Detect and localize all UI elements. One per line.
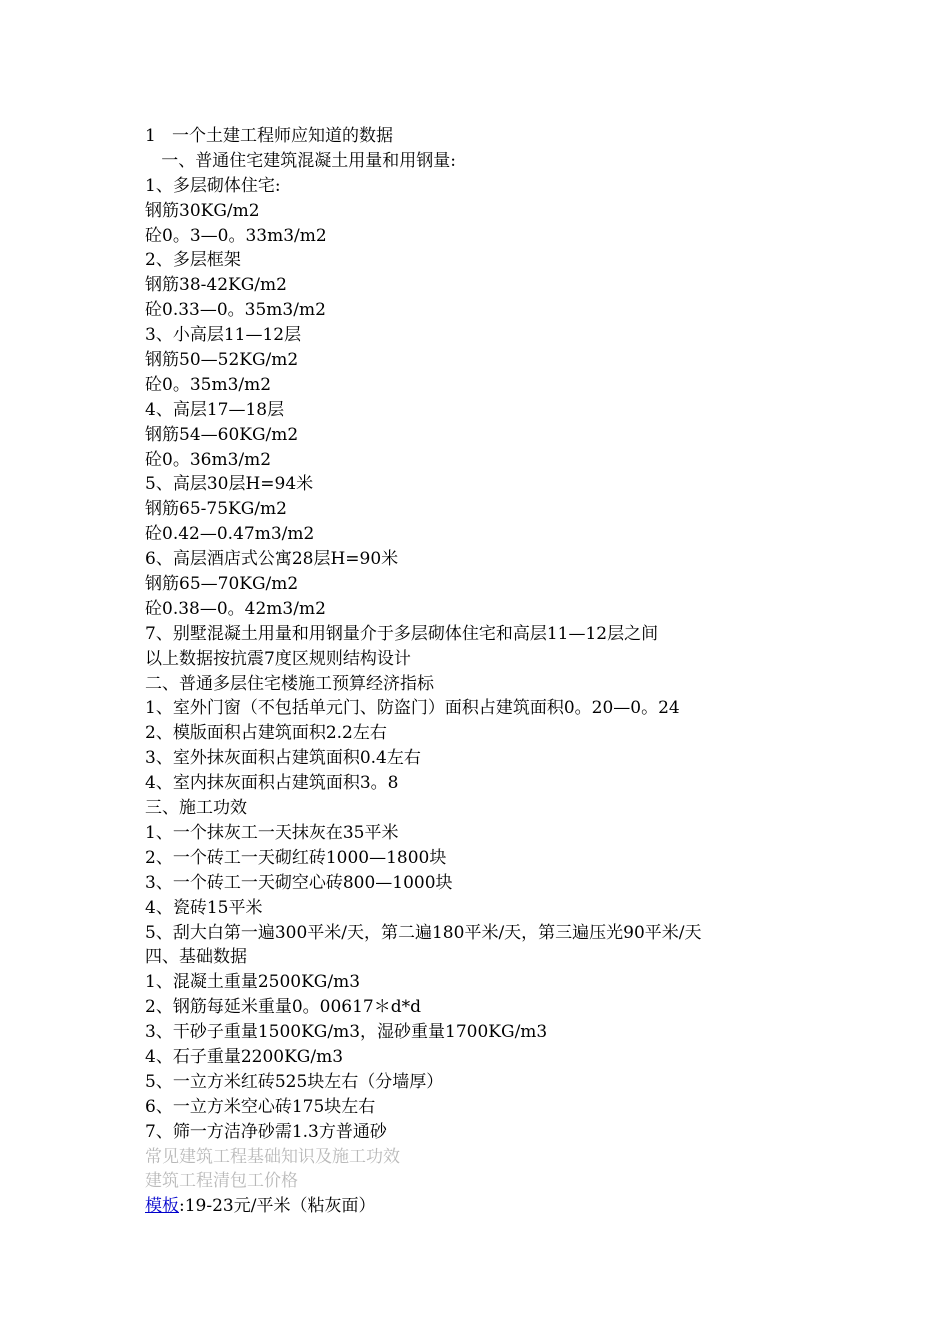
section-heading-3: 三、施工功效 [145, 798, 247, 819]
doc-line: 1、多层砌体住宅: [145, 175, 281, 196]
doc-line: 7、筛一方洁净砂需1.3方普通砂 [145, 1121, 387, 1142]
price-line [145, 1194, 905, 1219]
doc-line: 3、一个砖工一天砌空心砖800—1000块 [145, 872, 453, 893]
doc-line: 钢筋65—70KG/m2 [145, 574, 299, 595]
doc-line: 钢筋30KG/m2 [145, 200, 260, 221]
doc-line: 3、室外抹灰面积占建筑面积0.4左右 [145, 748, 421, 769]
doc-line: 砼0.42—0.47m3/m2 [145, 524, 315, 545]
doc-line: 砼0。3—0。33m3/m2 [145, 225, 327, 246]
document-body [145, 124, 905, 1219]
doc-line: 5、一立方米红砖525块左右（分墙厚） [145, 1071, 444, 1092]
doc-line: 钢筋54—60KG/m2 [145, 424, 299, 445]
doc-line: 4、瓷砖15平米 [145, 897, 263, 918]
doc-line: 砼0.38—0。42m3/m2 [145, 598, 326, 619]
doc-line: 砼0.33—0。35m3/m2 [145, 300, 326, 321]
section-heading-1: 一、普通住宅建筑混凝土用量和用钢量: [145, 150, 456, 171]
doc-line: 以上数据按抗震7度区规则结构设计 [145, 648, 411, 669]
doc-line: 2、钢筋每延米重量0。00617＊d*d [145, 997, 421, 1018]
doc-line: 6、一立方米空心砖175块左右 [145, 1096, 376, 1117]
doc-line: 4、石子重量2200KG/m3 [145, 1046, 344, 1067]
muted-heading: 建筑工程清包工价格 [145, 1171, 298, 1192]
doc-line: 6、高层酒店式公寓28层H=90米 [145, 549, 399, 570]
section-heading-2: 二、普通多层住宅楼施工预算经济指标 [145, 673, 434, 694]
doc-line: 钢筋38-42KG/m2 [145, 275, 287, 296]
doc-line: 2、模版面积占建筑面积2.2左右 [145, 723, 387, 744]
muted-heading: 常见建筑工程基础知识及施工功效 [145, 1146, 400, 1167]
doc-line: 钢筋65-75KG/m2 [145, 499, 287, 520]
doc-line: 砼0。35m3/m2 [145, 374, 272, 395]
section-heading-4: 四、基础数据 [145, 947, 247, 968]
doc-line: 1、室外门窗（不包括单元门、防盗门）面积占建筑面积0。20—0。24 [145, 698, 680, 719]
doc-line: 2、一个砖工一天砌红砖1000—1800块 [145, 847, 447, 868]
doc-line: 5、刮大白第一遍300平米/天，第二遍180平米/天，第三遍压光90平米/天 [145, 922, 702, 943]
doc-line: 4、室内抹灰面积占建筑面积3。8 [145, 773, 399, 794]
doc-line: 钢筋50—52KG/m2 [145, 350, 299, 371]
template-link[interactable]: 模板 [145, 1196, 179, 1217]
doc-line: 3、小高层11—12层 [145, 325, 302, 346]
doc-line: 4、高层17—18层 [145, 399, 285, 420]
price-text: :19-23元/平米（粘灰面） [179, 1196, 376, 1217]
doc-line: 1、混凝土重量2500KG/m3 [145, 972, 361, 993]
doc-line: 1、一个抹灰工一天抹灰在35平米 [145, 822, 399, 843]
doc-line: 7、别墅混凝土用量和用钢量介于多层砌体住宅和高层11—12层之间 [145, 623, 659, 644]
doc-line: 砼0。36m3/m2 [145, 449, 272, 470]
doc-line: 5、高层30层H=94米 [145, 474, 314, 495]
doc-line: 3、干砂子重量1500KG/m3，湿砂重量1700KG/m3 [145, 1022, 548, 1043]
doc-line: 2、多层框架 [145, 250, 241, 271]
doc-title: 1 一个土建工程师应知道的数据 [145, 126, 394, 146]
